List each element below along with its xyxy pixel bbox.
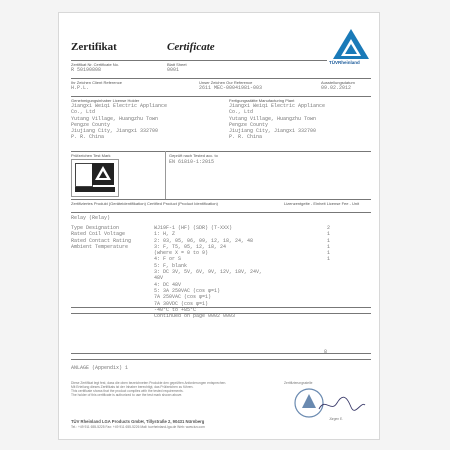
test-mark-band — [75, 187, 115, 192]
holder-label: Genehmigungsinhaber License Holder — [71, 98, 140, 103]
our-ref-label: Unser Zeichen Our Reference — [199, 80, 253, 85]
fee-total: 8 — [324, 349, 328, 355]
signature-name: Jürgen E. — [329, 417, 344, 421]
contact-line: Tel.: +49 911 655-5225 Fax: +49 911 655-5226 Mail: tuvrheinland-lga.de Web: www.tuv.com — [71, 425, 205, 429]
cert-no: R 50190808 — [71, 67, 102, 73]
test-mark — [71, 159, 119, 197]
test-mark-label: Prüfzeichen Test Mark — [71, 153, 111, 158]
test-mark-qr — [75, 163, 93, 187]
tuv-logo-text: TÜVRheinland — [329, 60, 360, 65]
tuv-logo — [331, 27, 371, 67]
tuv-mark-icon — [92, 163, 114, 185]
issue-date: 09.02.2012 — [321, 85, 352, 91]
spec-values: WJ19F-1 (HF) (SDR) (T-XXX) 1: H, Z 2: 03, 05, 06, 09, 12, 18, 24, 48 3: F, T5, 05, 12, 18, 24 (where X = 0 to 9) 4: F or S 5: F, blank 3: DC 3V, 5V, 6V, 9V, 12V, 18V, 24V, 48V 4: DC 48V 5: 3A 250VAC (cos φ=1) 7A 250VAC (cos φ=1) 7A 30VDC (cos φ=1) -40°C to +85°C Continued on page 0002 0003 — [154, 225, 263, 320]
cert-no-label: Zertifikat Nr. Certificate No. — [71, 62, 120, 67]
title-en: Certificate — [167, 41, 215, 53]
blatt-label: Blatt Sheet — [167, 62, 187, 67]
footer-text: Diese Zertifikat legt fest, dass die oben bezeichneten Produkte den geprüften Anforderungen entsprechen. Mit Erteilung dieses Zertifikats ist der Inhaber berechtigt, das Prüfzeichen zu führen. This certificate shows that the product complies with the tested requirements. The holder of this certificate is authorized to use the test mark shown above. — [71, 381, 227, 397]
title-de: Zertifikat — [71, 41, 117, 53]
issue-date-label: Ausstellungsdatum — [321, 80, 355, 85]
license-fee-label: Lizenzentgelte - Einheit License Fee - Unit — [284, 201, 360, 206]
signature-icon — [317, 393, 367, 415]
spec-value: EN 61810-1:2015 — [169, 159, 215, 165]
client-ref-label: Ihr Zeichen Client Reference — [71, 80, 122, 85]
certificate-page — [58, 12, 380, 440]
holder-address: Jiangxi Weiqi Electric Appliance Co., Ltd Yutang Village, Huangzhu Town Pengze County Jiujiang City, Jiangxi 332700 P. R. China — [71, 103, 168, 141]
product-name: Relay (Relay) — [71, 215, 111, 221]
spec-labels: Type Designation Rated Coil Voltage Rated Contact Rating Ambient Temperature — [71, 225, 132, 250]
blatt-value: 0001 — [167, 67, 180, 73]
spec-label: Geprüft nach Tested acc. to — [169, 153, 218, 158]
plant-label: Fertigungsstätte Manufacturing Plant — [229, 98, 295, 103]
our-ref: 2611 MEC-00041981-003 — [199, 85, 263, 91]
fee-values: 2 1 1 1 1 1 — [327, 225, 331, 263]
appendix: ANLAGE (Appendix) 1 — [71, 365, 129, 371]
company-line: TÜV Rheinland LGA Products GmbH, Tillystraße 2, 90431 Nürnberg — [71, 419, 205, 424]
client-ref: H.P.L. — [71, 85, 90, 91]
plant-address: Jiangxi Weiqi Electric Appliance Co., Ltd Yutang Village, Huangzhu Town Pengze County Jiujiang City, Jiangxi 332700 P. R. China — [229, 103, 326, 141]
product-label: Zertifiziertes Produkt (Geräteidentifikation) Certified Product (Product Identification) — [71, 201, 218, 206]
signature-label: Zertifizierungsstelle — [284, 381, 313, 385]
